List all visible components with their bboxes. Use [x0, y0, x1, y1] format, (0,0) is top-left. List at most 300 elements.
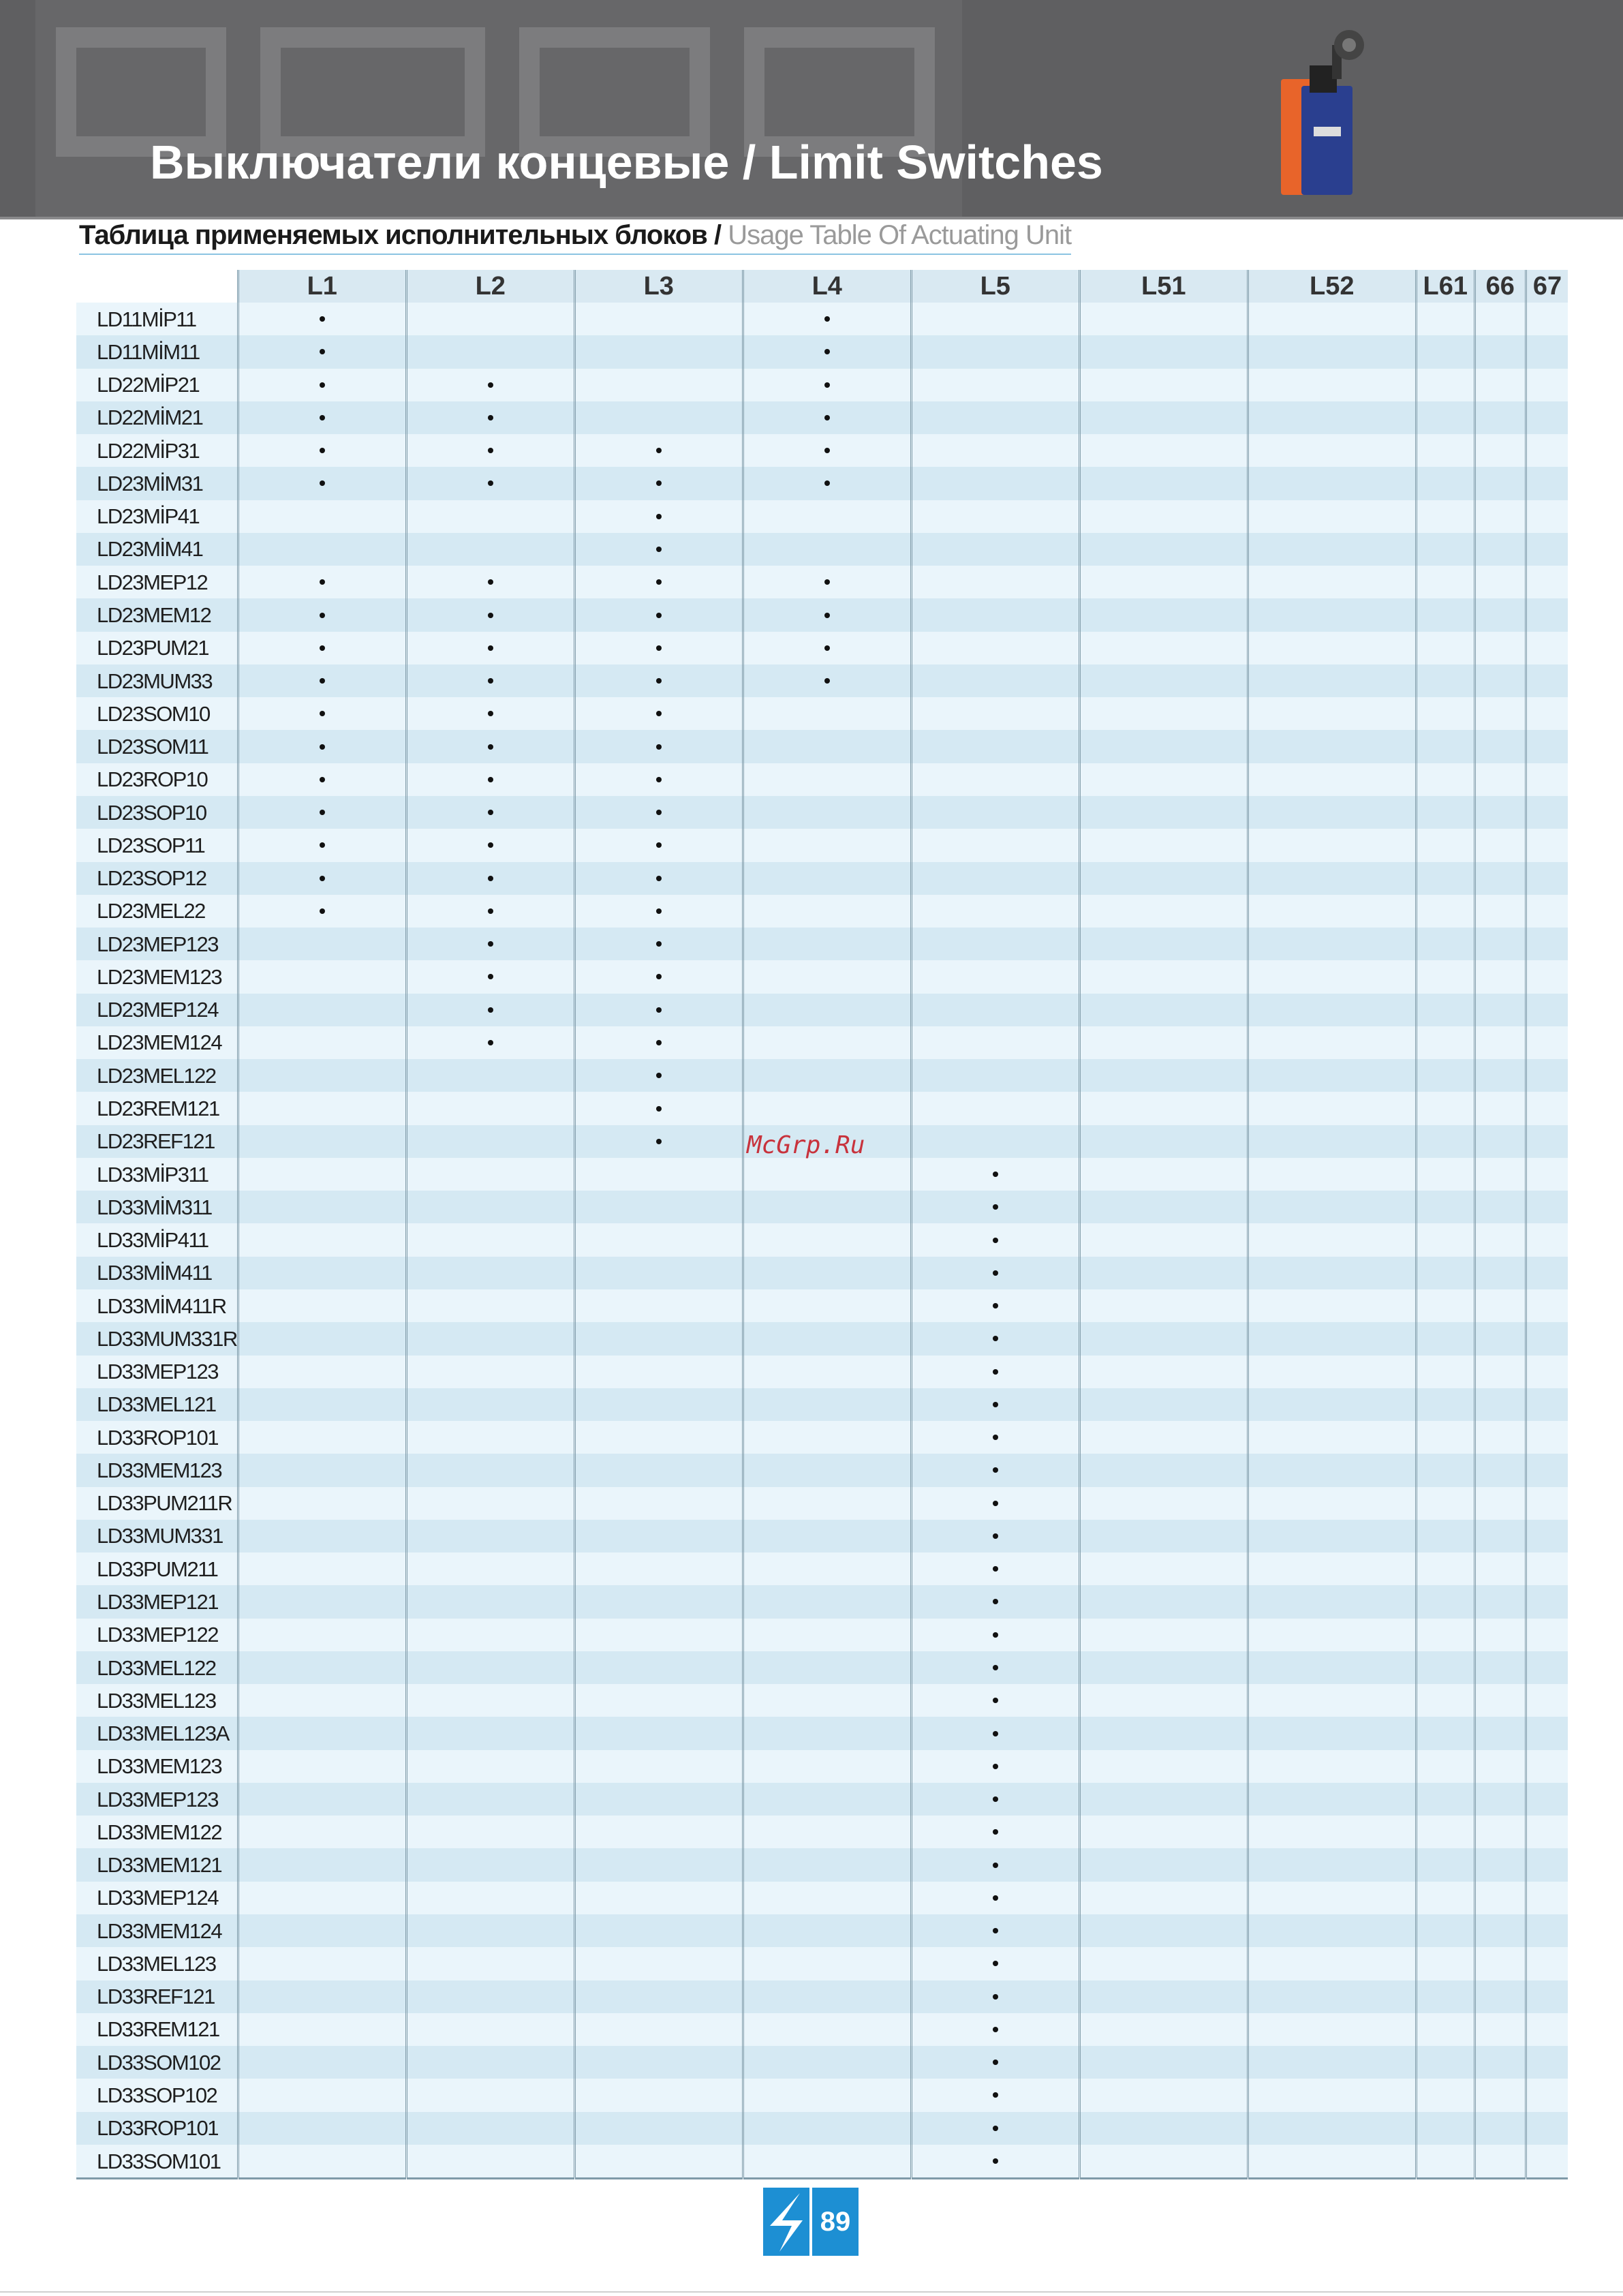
usage-cell	[238, 401, 406, 434]
usage-cell	[743, 1059, 911, 1092]
usage-cell	[1248, 434, 1416, 467]
usage-cell	[1526, 401, 1568, 434]
table-row	[76, 1223, 1568, 1256]
usage-cell	[1248, 1092, 1416, 1124]
usage-cell	[238, 829, 406, 861]
usage-cell	[1248, 1191, 1416, 1223]
usage-dot-icon	[824, 349, 830, 354]
usage-cell	[1248, 763, 1416, 796]
page-title: Выключатели концевые / Limit Switches	[150, 136, 1103, 189]
usage-cell	[1248, 1421, 1416, 1454]
table-row	[76, 2112, 1568, 2145]
usage-cell	[1526, 1783, 1568, 1816]
usage-cell	[1526, 829, 1568, 861]
usage-cell	[1248, 1882, 1416, 1914]
usage-cell	[911, 335, 1079, 368]
usage-cell	[238, 566, 406, 598]
usage-cell	[1474, 2079, 1526, 2111]
usage-dot-icon	[488, 941, 493, 947]
usage-cell	[911, 2079, 1079, 2111]
usage-cell	[743, 335, 911, 368]
usage-cell	[1079, 2046, 1248, 2079]
usage-cell	[1416, 928, 1474, 960]
usage-cell	[1474, 763, 1526, 796]
usage-cell	[1416, 1717, 1474, 1749]
usage-cell	[238, 1848, 406, 1881]
usage-cell	[1416, 960, 1474, 993]
usage-dot-icon	[488, 678, 493, 684]
usage-cell	[1416, 1619, 1474, 1651]
usage-cell	[574, 1421, 743, 1454]
usage-cell	[1079, 1816, 1248, 1848]
usage-cell	[574, 1882, 743, 1914]
usage-cell	[574, 1388, 743, 1421]
usage-cell	[743, 1882, 911, 1914]
usage-cell	[406, 1322, 574, 1355]
subtitle-russian: Таблица применяемых исполнительных блоков /	[79, 220, 722, 250]
usage-cell	[1474, 1980, 1526, 2013]
table-row	[76, 2079, 1568, 2111]
usage-cell	[743, 1092, 911, 1124]
table-row	[76, 1914, 1568, 1947]
usage-dot-icon	[656, 908, 662, 914]
usage-cell	[1248, 2145, 1416, 2179]
usage-cell	[1416, 533, 1474, 566]
usage-cell	[743, 1421, 911, 1454]
usage-cell	[1416, 401, 1474, 434]
model-cell: LD23ROP10	[76, 763, 238, 796]
usage-cell	[1079, 895, 1248, 928]
usage-cell	[1416, 2013, 1474, 2046]
usage-dot-icon	[320, 579, 325, 585]
usage-dot-icon	[320, 810, 325, 815]
page-number: 89	[812, 2188, 859, 2256]
usage-cell	[1474, 664, 1526, 697]
usage-cell	[1474, 401, 1526, 434]
usage-cell	[1416, 1783, 1474, 1816]
usage-cell	[743, 994, 911, 1026]
usage-cell	[1079, 598, 1248, 631]
usage-cell	[743, 401, 911, 434]
usage-cell	[406, 895, 574, 928]
usage-cell	[1248, 598, 1416, 631]
usage-cell	[1079, 1191, 1248, 1223]
model-cell: LD33MUM331R	[76, 1322, 238, 1355]
usage-cell	[238, 632, 406, 664]
usage-cell	[1526, 1125, 1568, 1158]
usage-dot-icon	[993, 2027, 998, 2032]
usage-cell	[911, 1421, 1079, 1454]
usage-dot-icon	[320, 842, 325, 848]
usage-dot-icon	[656, 974, 662, 979]
model-cell: LD23MİM41	[76, 533, 238, 566]
usage-cell	[1416, 335, 1474, 368]
usage-cell	[1526, 1816, 1568, 1848]
usage-cell	[743, 2079, 911, 2111]
usage-cell	[911, 401, 1079, 434]
usage-cell	[574, 1257, 743, 1289]
table-row	[76, 994, 1568, 1026]
usage-cell	[238, 303, 406, 335]
usage-dot-icon	[488, 415, 493, 420]
usage-cell	[574, 1289, 743, 1322]
usage-cell	[1248, 1783, 1416, 1816]
usage-cell	[238, 1947, 406, 1980]
model-cell: LD33MEL123A	[76, 1717, 238, 1749]
usage-cell	[406, 2013, 574, 2046]
usage-cell	[743, 1158, 911, 1191]
usage-cell	[911, 1783, 1079, 1816]
usage-cell	[1079, 697, 1248, 730]
usage-cell	[1079, 1750, 1248, 1783]
usage-cell	[743, 533, 911, 566]
usage-cell	[574, 467, 743, 500]
usage-cell	[238, 1750, 406, 1783]
model-cell: LD23MİM31	[76, 467, 238, 500]
usage-cell	[1526, 796, 1568, 829]
usage-cell	[1248, 1059, 1416, 1092]
usage-dot-icon	[488, 876, 493, 881]
usage-cell	[406, 2079, 574, 2111]
table-row	[76, 533, 1568, 566]
usage-cell	[574, 2112, 743, 2145]
usage-cell	[1474, 895, 1526, 928]
usage-cell	[406, 1421, 574, 1454]
usage-cell	[1526, 1487, 1568, 1520]
usage-cell	[574, 1980, 743, 2013]
usage-cell	[574, 2145, 743, 2179]
usage-cell	[238, 1585, 406, 1618]
usage-dot-icon	[320, 711, 325, 716]
usage-cell	[406, 1717, 574, 1749]
usage-dot-icon	[993, 1270, 998, 1276]
table-row	[76, 598, 1568, 631]
usage-cell	[1474, 467, 1526, 500]
usage-cell	[743, 763, 911, 796]
usage-cell	[1474, 598, 1526, 631]
usage-cell	[1416, 730, 1474, 763]
usage-cell	[406, 632, 574, 664]
usage-cell	[1079, 829, 1248, 861]
usage-cell	[743, 434, 911, 467]
usage-dot-icon	[993, 1402, 998, 1407]
usage-cell	[743, 862, 911, 895]
usage-cell	[1079, 2145, 1248, 2179]
usage-dot-icon	[320, 613, 325, 618]
usage-cell	[911, 434, 1079, 467]
usage-cell	[1079, 434, 1248, 467]
usage-cell	[911, 697, 1079, 730]
usage-cell	[911, 1882, 1079, 1914]
usage-cell	[406, 1356, 574, 1388]
usage-dot-icon	[488, 842, 493, 848]
table-row	[76, 401, 1568, 434]
usage-cell	[1526, 1717, 1568, 1749]
usage-cell	[1079, 1092, 1248, 1124]
usage-cell	[1079, 763, 1248, 796]
usage-cell	[574, 2013, 743, 2046]
usage-cell	[238, 1026, 406, 1059]
usage-cell	[743, 1619, 911, 1651]
usage-cell	[574, 1125, 743, 1158]
usage-cell	[406, 1059, 574, 1092]
usage-cell	[911, 1816, 1079, 1848]
usage-cell	[1526, 1980, 1568, 2013]
usage-dot-icon	[993, 2126, 998, 2131]
usage-cell	[743, 1585, 911, 1618]
usage-cell	[1474, 1356, 1526, 1388]
usage-cell	[911, 1750, 1079, 1783]
usage-dot-icon	[656, 744, 662, 750]
usage-cell	[238, 369, 406, 401]
usage-cell	[1248, 1487, 1416, 1520]
usage-cell	[1526, 1520, 1568, 1552]
usage-dot-icon	[993, 1796, 998, 1802]
usage-cell	[406, 434, 574, 467]
usage-cell	[743, 598, 911, 631]
usage-cell	[743, 566, 911, 598]
usage-cell	[1248, 533, 1416, 566]
usage-cell	[1248, 1322, 1416, 1355]
usage-cell	[1079, 1882, 1248, 1914]
usage-cell	[1526, 1914, 1568, 1947]
usage-cell	[574, 1026, 743, 1059]
table-row	[76, 566, 1568, 598]
table-row	[76, 1158, 1568, 1191]
usage-cell	[911, 500, 1079, 533]
footer-divider	[0, 2291, 1623, 2293]
usage-cell	[1474, 1619, 1526, 1651]
usage-cell	[238, 1980, 406, 2013]
model-cell: LD23PUM21	[76, 632, 238, 664]
model-cell: LD33MUM331	[76, 1520, 238, 1552]
usage-cell	[743, 796, 911, 829]
column-header: L2	[406, 270, 574, 303]
model-cell: LD33MEP121	[76, 1585, 238, 1618]
table-row	[76, 1322, 1568, 1355]
usage-dot-icon	[488, 448, 493, 453]
usage-cell	[406, 369, 574, 401]
usage-cell	[911, 1651, 1079, 1684]
usage-cell	[574, 1684, 743, 1717]
usage-cell	[406, 500, 574, 533]
usage-cell	[1248, 1289, 1416, 1322]
usage-dot-icon	[488, 613, 493, 618]
usage-cell	[574, 763, 743, 796]
usage-cell	[1474, 1454, 1526, 1486]
column-header: L61	[1416, 270, 1474, 303]
usage-cell	[1248, 467, 1416, 500]
usage-cell	[743, 1257, 911, 1289]
usage-dot-icon	[488, 579, 493, 585]
usage-cell	[911, 862, 1079, 895]
usage-dot-icon	[993, 1501, 998, 1506]
usage-cell	[1079, 1356, 1248, 1388]
model-cell: LD23REF121	[76, 1125, 238, 1158]
usage-dot-icon	[656, 645, 662, 651]
usage-cell	[911, 533, 1079, 566]
usage-cell	[1416, 632, 1474, 664]
usage-cell	[1248, 303, 1416, 335]
usage-cell	[238, 1454, 406, 1486]
usage-cell	[1248, 994, 1416, 1026]
usage-dot-icon	[824, 415, 830, 420]
usage-cell	[238, 1125, 406, 1158]
usage-cell	[1079, 1487, 1248, 1520]
usage-cell	[238, 1191, 406, 1223]
usage-cell	[1248, 1520, 1416, 1552]
usage-cell	[1474, 796, 1526, 829]
usage-cell	[1474, 1125, 1526, 1158]
usage-cell	[406, 994, 574, 1026]
usage-dot-icon	[824, 678, 830, 684]
table-row	[76, 1882, 1568, 1914]
usage-cell	[406, 796, 574, 829]
usage-cell	[1526, 1092, 1568, 1124]
usage-dot-icon	[993, 1961, 998, 1966]
usage-cell	[238, 1882, 406, 1914]
usage-cell	[1416, 1356, 1474, 1388]
usage-cell	[406, 1914, 574, 1947]
usage-cell	[574, 862, 743, 895]
usage-cell	[1416, 1092, 1474, 1124]
usage-cell	[406, 335, 574, 368]
usage-cell	[238, 1619, 406, 1651]
usage-cell	[1474, 1914, 1526, 1947]
usage-cell	[1416, 1421, 1474, 1454]
usage-cell	[574, 1191, 743, 1223]
usage-cell	[1526, 1059, 1568, 1092]
usage-cell	[1526, 303, 1568, 335]
model-cell: LD33MİP311	[76, 1158, 238, 1191]
usage-cell	[1079, 632, 1248, 664]
usage-cell	[1474, 1717, 1526, 1749]
usage-cell	[911, 467, 1079, 500]
usage-cell	[406, 1552, 574, 1585]
usage-cell	[743, 2145, 911, 2179]
usage-cell	[911, 2046, 1079, 2079]
usage-cell	[238, 928, 406, 960]
usage-cell	[574, 1816, 743, 1848]
usage-cell	[1416, 1191, 1474, 1223]
usage-cell	[911, 1257, 1079, 1289]
usage-cell	[574, 1158, 743, 1191]
usage-cell	[1248, 2046, 1416, 2079]
usage-cell	[1416, 895, 1474, 928]
usage-cell	[406, 1289, 574, 1322]
usage-cell	[743, 1388, 911, 1421]
table-row	[76, 1026, 1568, 1059]
usage-cell	[574, 1059, 743, 1092]
usage-dot-icon	[488, 1007, 493, 1013]
table-row	[76, 1848, 1568, 1881]
usage-cell	[1526, 2112, 1568, 2145]
usage-cell	[1079, 1980, 1248, 2013]
usage-cell	[1526, 335, 1568, 368]
usage-cell	[1526, 1684, 1568, 1717]
usage-cell	[1526, 2145, 1568, 2179]
usage-cell	[743, 467, 911, 500]
usage-cell	[1526, 1257, 1568, 1289]
usage-cell	[743, 1717, 911, 1749]
section-subtitle	[79, 220, 1071, 255]
usage-cell	[1079, 1552, 1248, 1585]
header-banner	[0, 0, 1623, 219]
usage-cell	[406, 2145, 574, 2179]
usage-cell	[406, 1191, 574, 1223]
usage-cell	[1248, 1356, 1416, 1388]
usage-dot-icon	[656, 777, 662, 782]
usage-cell	[1474, 1158, 1526, 1191]
usage-cell	[743, 1651, 911, 1684]
usage-dot-icon	[824, 613, 830, 618]
usage-cell	[574, 500, 743, 533]
usage-cell	[238, 500, 406, 533]
usage-cell	[1248, 632, 1416, 664]
usage-cell	[574, 1750, 743, 1783]
usage-cell	[406, 1125, 574, 1158]
usage-cell	[574, 1619, 743, 1651]
table-row	[76, 697, 1568, 730]
usage-cell	[1526, 1882, 1568, 1914]
table-row	[76, 1783, 1568, 1816]
table-row	[76, 2046, 1568, 2079]
model-cell: LD23MEM123	[76, 960, 238, 993]
usage-cell	[1416, 1684, 1474, 1717]
table-row	[76, 1585, 1568, 1618]
usage-cell	[1416, 500, 1474, 533]
usage-cell	[911, 1520, 1079, 1552]
usage-cell	[406, 467, 574, 500]
usage-dot-icon	[488, 711, 493, 716]
usage-cell	[406, 1619, 574, 1651]
column-header: L4	[743, 270, 911, 303]
usage-cell	[743, 730, 911, 763]
usage-cell	[238, 1552, 406, 1585]
usage-cell	[574, 1914, 743, 1947]
usage-cell	[1474, 1783, 1526, 1816]
usage-cell	[1079, 1322, 1248, 1355]
usage-cell	[1079, 1848, 1248, 1881]
usage-cell	[743, 1454, 911, 1486]
usage-cell	[574, 1651, 743, 1684]
usage-dot-icon	[320, 908, 325, 914]
usage-cell	[1079, 303, 1248, 335]
usage-cell	[1079, 1585, 1248, 1618]
usage-cell	[406, 730, 574, 763]
table-row	[76, 960, 1568, 993]
usage-cell	[1416, 829, 1474, 861]
usage-cell	[911, 1947, 1079, 1980]
table-row	[76, 1816, 1568, 1848]
usage-cell	[238, 1717, 406, 1749]
usage-cell	[574, 2079, 743, 2111]
usage-cell	[1474, 1322, 1526, 1355]
usage-cell	[1474, 1520, 1526, 1552]
usage-cell	[743, 1816, 911, 1848]
usage-dot-icon	[993, 1863, 998, 1868]
usage-cell	[1079, 1388, 1248, 1421]
usage-cell	[1474, 960, 1526, 993]
usage-dot-icon	[656, 1106, 662, 1112]
usage-dot-icon	[993, 1303, 998, 1308]
table-row	[76, 303, 1568, 335]
usage-cell	[406, 1520, 574, 1552]
usage-cell	[574, 697, 743, 730]
usage-cell	[574, 303, 743, 335]
model-cell: LD33MEL123	[76, 1684, 238, 1717]
model-cell: LD23REM121	[76, 1092, 238, 1124]
